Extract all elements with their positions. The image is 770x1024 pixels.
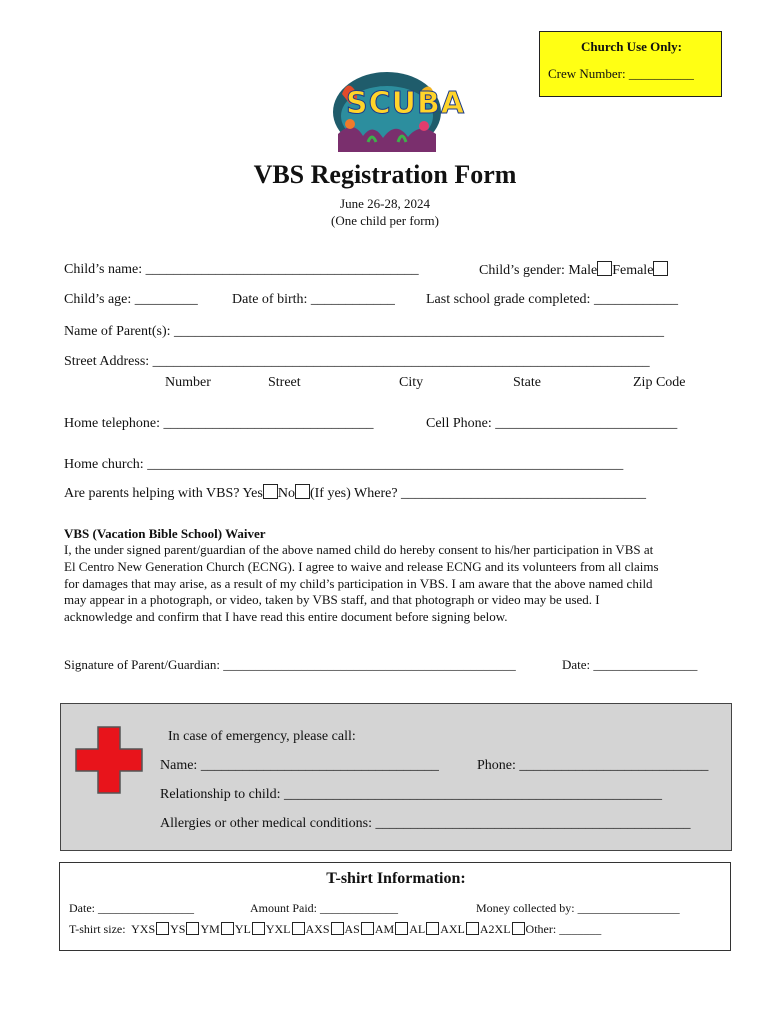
female-label: Female — [612, 263, 654, 278]
child-name-field[interactable]: Child’s name: _______________________________________ — [64, 262, 419, 277]
other-size-field[interactable]: Other: _______ — [525, 922, 602, 936]
signature-field[interactable]: Signature of Parent/Guardian: _____________________________________________ — [64, 657, 516, 672]
female-checkbox[interactable] — [653, 261, 668, 276]
waiver-line: I, the under signed parent/guardian of the above named child do hereby consent to his/her participation in VBS at — [64, 542, 654, 557]
home-telephone-field[interactable]: Home telephone: ______________________________ — [64, 416, 374, 431]
male-checkbox[interactable] — [597, 261, 612, 276]
gender-field — [479, 261, 668, 279]
size-ys: YS — [170, 922, 186, 936]
address-city-label: City — [399, 375, 424, 390]
tshirt-date-field[interactable]: Date: ________________ — [69, 901, 194, 915]
parent-name-field[interactable]: Name of Parent(s): ______________________________________________________________________ — [64, 324, 665, 339]
red-cross-icon — [75, 726, 143, 799]
emergency-phone-field[interactable]: Phone: ___________________________ — [477, 758, 709, 773]
no-label: No — [277, 486, 295, 501]
emergency-intro: In case of emergency, please call: — [168, 729, 356, 744]
address-state-label: State — [513, 375, 541, 390]
scuba-logo-icon: SCUBA — [328, 64, 446, 156]
tshirt-size-row — [69, 922, 601, 937]
home-church-field[interactable]: Home church: ____________________________________________________________________ — [64, 457, 624, 472]
child-age-field[interactable]: Child’s age: _________ — [64, 292, 198, 307]
cell-phone-field[interactable]: Cell Phone: __________________________ — [426, 416, 678, 431]
church-use-heading: Church Use Only: — [581, 39, 682, 54]
size-al: AL — [409, 922, 426, 936]
signature-date-field[interactable]: Date: ________________ — [562, 657, 698, 672]
relationship-field[interactable]: Relationship to child: ______________________________________________________ — [160, 787, 663, 802]
size-axs: AXS — [305, 922, 330, 936]
emergency-box — [60, 703, 732, 851]
size-ym-checkbox[interactable] — [221, 922, 234, 935]
event-dates: June 26-28, 2024 — [340, 196, 430, 211]
tshirt-heading: T-shirt Information: — [326, 870, 466, 887]
form-note: (One child per form) — [331, 213, 439, 228]
waiver-line: El Centro New Generation Church (ECNG). I agree to waive and release ECNG and its volunteers from all claims — [64, 558, 659, 574]
size-as: AS — [344, 922, 360, 936]
money-collected-field[interactable]: Money collected by: _________________ — [476, 901, 680, 915]
size-other-checkbox[interactable] — [512, 922, 525, 935]
gender-label: Child’s gender: Male — [479, 263, 598, 278]
amount-paid-field[interactable]: Amount Paid: _____________ — [250, 901, 399, 915]
size-yxs: YXS — [131, 922, 156, 936]
where-field[interactable]: (If yes) Where? ___________________________________ — [309, 486, 647, 501]
size-am: AM — [374, 922, 395, 936]
waiver-heading: VBS (Vacation Bible School) Waiver — [64, 526, 266, 541]
parents-helping-field — [64, 484, 646, 502]
size-axl: AXL — [440, 922, 465, 936]
size-yl-checkbox[interactable] — [252, 922, 265, 935]
waiver-text — [64, 542, 659, 626]
size-yxl: YXL — [265, 922, 291, 936]
size-am-checkbox[interactable] — [395, 922, 408, 935]
address-zip-label: Zip Code — [633, 375, 686, 390]
yes-checkbox[interactable] — [263, 484, 278, 499]
size-as-checkbox[interactable] — [361, 922, 374, 935]
last-grade-field[interactable]: Last school grade completed: ____________ — [426, 292, 678, 307]
emergency-name-field[interactable]: Name: __________________________________ — [160, 758, 439, 773]
street-address-field[interactable]: Street Address: _______________________________________________________________________ — [64, 354, 650, 369]
size-al-checkbox[interactable] — [426, 922, 439, 935]
date-of-birth-field[interactable]: Date of birth: ____________ — [232, 292, 395, 307]
tshirt-size-label: T-shirt size: — [69, 922, 126, 936]
address-street-label: Street — [268, 375, 301, 390]
waiver-line: may appear in a photograph, or video, taken by VBS staff, and that photograph or video may be used. I — [64, 592, 600, 608]
size-axl-checkbox[interactable] — [466, 922, 479, 935]
size-a2xl: A2XL — [479, 922, 511, 936]
waiver-line: acknowledge and confirm that I have read this entire document before signing below. — [64, 609, 508, 625]
waiver-line: for damages that may arise, as a result of my child’s participation in VBS. I am aware that the above named child — [64, 575, 653, 591]
allergies-field[interactable]: Allergies or other medical conditions: _____________________________________________ — [160, 816, 691, 831]
no-checkbox[interactable] — [295, 484, 310, 499]
form-title: VBS Registration Form — [253, 160, 517, 189]
size-ys-checkbox[interactable] — [186, 922, 199, 935]
size-yxs-checkbox[interactable] — [156, 922, 169, 935]
size-axs-checkbox[interactable] — [331, 922, 344, 935]
address-number-label: Number — [165, 375, 211, 390]
size-yl: YL — [234, 922, 251, 936]
crew-number-field[interactable]: Crew Number: __________ — [548, 66, 694, 81]
tshirt-box — [59, 862, 731, 951]
size-ym: YM — [200, 922, 220, 936]
size-yxl-checkbox[interactable] — [292, 922, 305, 935]
church-use-box — [539, 31, 722, 97]
helping-label: Are parents helping with VBS? Yes — [64, 486, 263, 501]
